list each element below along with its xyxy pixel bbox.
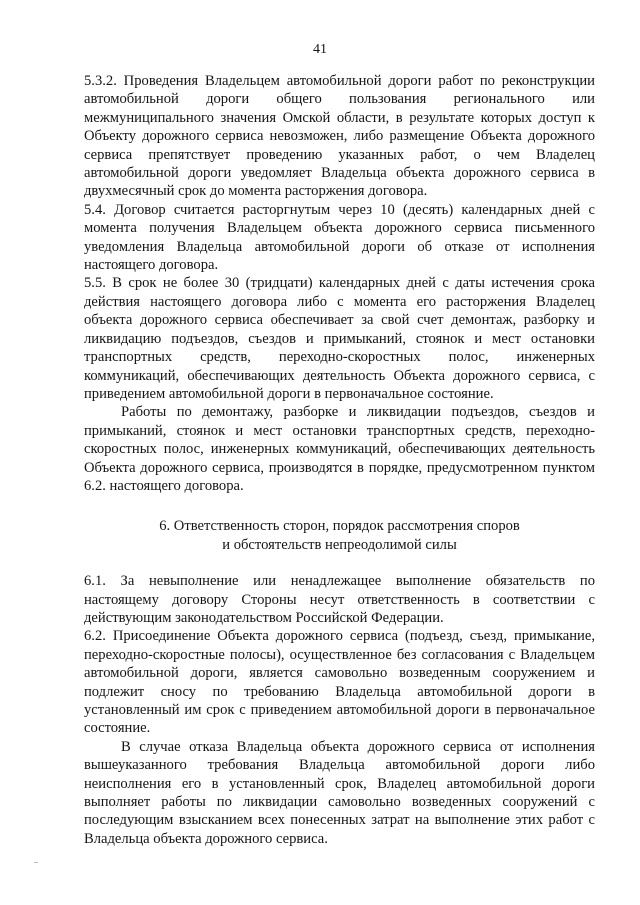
- paragraph-p55: 5.5. В срок не более 30 (тридцати) календарных дней с даты истечения срока действия настоящего договора либо с момента его расторжения Владелец объекта дорожного сервиса обеспечивает за свой счет демонтаж, разборку и ликвидацию подъездов, съездов и примыканий, стоянок и мест остановки транспортных средств, переходно-скоростных полос, инженерных коммуникаций, обеспечивающих деятельность Объекта дорожного сервиса, с приведением автомобильной дороги в первоначальное состояние.: [84, 275, 595, 402]
- paragraph-p62: 6.2. Присоединение Объекта дорожного сервиса (подъезд, съезд, примыкание, переходно-скоростные полосы), осуществленное без согласования с Владельцем автомобильной дороги, является самовольно возведенным сооружением и подлежит сносу по требованию Владельца автомобильной дороги в установленный им срок с приведением автомобильной дороги в первоначальное состояние.: [84, 628, 595, 737]
- paragraph-p62b: В случае отказа Владельца объекта дорожного сервиса от исполнения вышеуказанного требования Владельца автомобильной дороги либо неисполнения его в установленный срок, Владелец автомобильной дороги выполняет работы по ликвидации самовольно возведенных сооружений с последующим взысканием всех понесенных затрат на выполнение этих работ с Владельца объекта дорожного сервиса.: [84, 738, 595, 847]
- section-heading: [84, 517, 595, 554]
- page-number: 41: [313, 42, 327, 57]
- paragraphs-before-section: [84, 72, 595, 495]
- section-heading-line-2: и обстоятельств непреодолимой силы: [222, 536, 457, 553]
- paragraph-p532: 5.3.2. Проведения Владельцем автомобильной дороги работ по реконструкции автомобильной дороги общего пользования регионального или межмуниципального значения Омской области, в результате которых доступ к Объекту дорожного сервиса невозможен, либо размещение Объекта дорожного сервиса препятствует проведению указанных работ, о чем Владелец автомобильной дороги уведомляет Владельца объекта дорожного сервиса в двухмесячный срок до момента расторжения договора.: [84, 73, 595, 200]
- paragraph-p55b: Работы по демонтажу, разборке и ликвидации подъездов, съездов и примыканий, стоянок и мест остановки транспортных средств, переходно-скоростных полос, инженерных коммуникаций, обеспечивающих деятельность Объекта дорожного сервиса, производятся в порядке, предусмотренном пунктом 6.2. настоящего договора.: [84, 404, 595, 494]
- document-body: [84, 72, 595, 848]
- paragraphs-after-section: [84, 572, 595, 848]
- paragraph-p54: 5.4. Договор считается расторгнутым через 10 (десять) календарных дней с момента получения Владельцем объекта дорожного сервиса письменного уведомления Владельца автомобильной дороги об отказе от исполнения настоящего договора.: [84, 201, 595, 274]
- paragraph-p61: 6.1. За невыполнение или ненадлежащее выполнение обязательств по настоящему договору Стороны несут ответственность в соответствии с действующим законодательством Российской Федерации.: [84, 573, 595, 626]
- scan-mark: [34, 862, 38, 863]
- section-heading-line-1: 6. Ответственность сторон, порядок рассмотрения споров: [159, 518, 520, 535]
